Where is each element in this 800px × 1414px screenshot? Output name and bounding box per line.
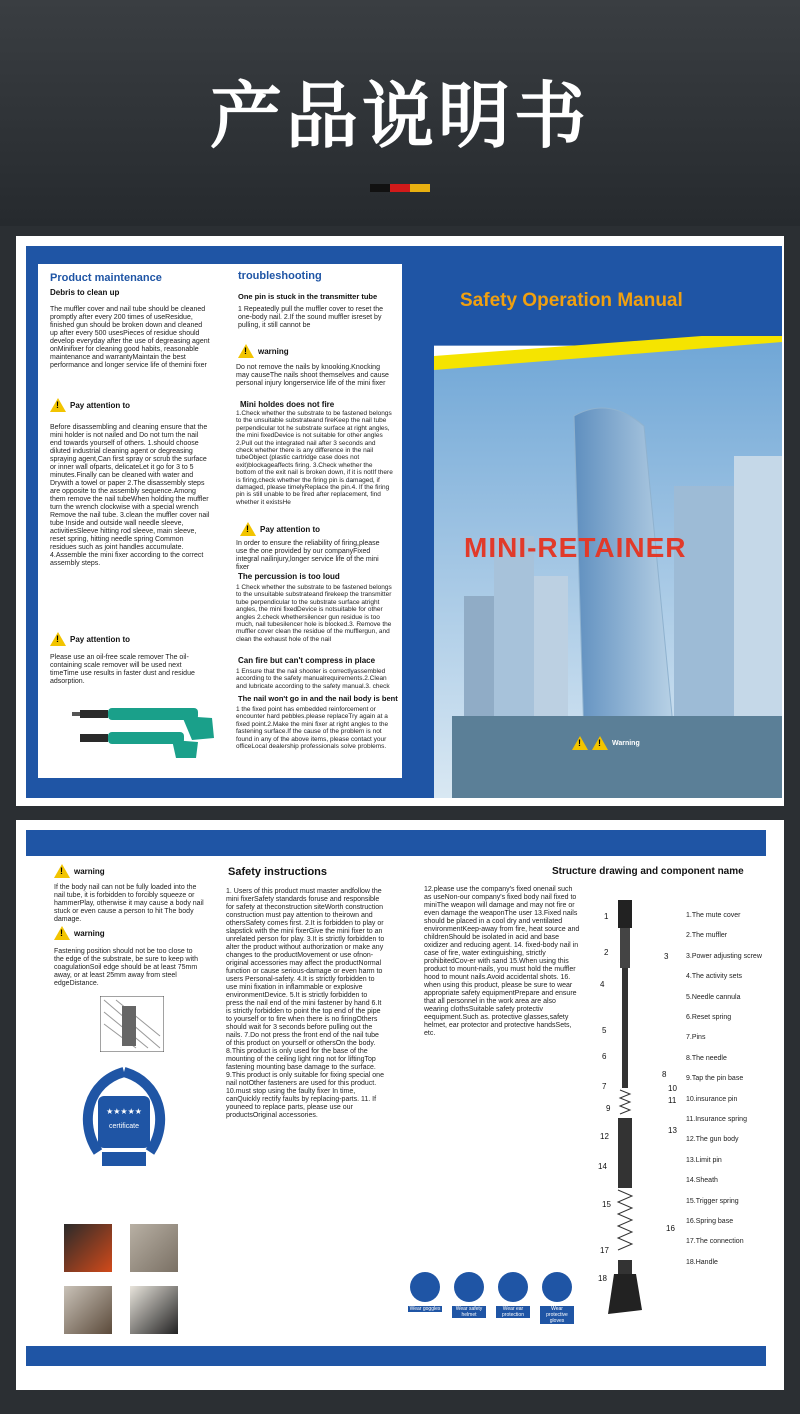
maintenance-attention-2: ! Pay attention to: [50, 632, 130, 646]
cover-city-image: [434, 336, 782, 798]
manual-cover: [434, 246, 782, 798]
structure-title: Structure drawing and component name: [552, 866, 744, 877]
warning-icon: [50, 632, 66, 646]
ts-w1: Do not remove the nails by knooking.Knocking may causeThe nails shoot themselves and cause personal injury longerservice life of the mini fixer: [236, 364, 389, 387]
maintenance-subtitle: Debris to clean up: [50, 288, 120, 297]
safety-col1: 1. Users of this product must master andfollow the mini fixerSafety standards foruse and responsible for safety at theconstruction siteWorth construction construction must pay attention to theirown and othersSafety comes first. 2.It is forbidden to play or slapstick with the mini fixerGive the mini fixer to an unrelated person for play. 3.It is strictly forbidden to alter the product without authorization or make any changes to the productMovement or use ofnon-original accessories may affect the productNormal function or cause serious-damage or even harm to users Personal-safety. 4.It is strictly forbidden to use mini fixation in inflammable or explosive environmentDevice. 5.It is strictly forbidden to press the nail end of the mini fastener by hand 6.It is strictly forbidden to point the top end of the pipe to yourself or to fire when there is no firingOthers should wait for 3 seconds before pulling out the nails. 7.Do not press the front end of the nail tube of this product on yourself or othersOn the body. 8.This product is only used for the base of the mounting of the ceiling light ring not for liftingTop fastening mounting base damage to the surface. 9.This product is only suitable for fixing special one nail notOther fasteners are used for this product. 10.must stop using the faulty fixer In time, canQuickly rectify faults by replacing-parts. 11. If youneed to replace parts, please use our productsOriginal accessories.: [226, 888, 385, 1119]
s2-warning-1: ! warning: [54, 864, 105, 878]
warning-icon: [50, 398, 66, 412]
callout-13: 13: [668, 1126, 677, 1135]
callout-3: 3: [664, 952, 669, 961]
part-label-18: 18.Handle: [686, 1258, 718, 1266]
part-label-2: 2.The muffler: [686, 932, 728, 940]
page-header: [0, 0, 800, 226]
s2-warning-2-text: Fastening position should not be too close to the edge of the substrate, be sure to keep with coagulationSoil edge should be at least 75mm away, or at least 25mm away from steel edgeDistance.: [54, 948, 198, 987]
part-label-13: 13.Limit pin: [686, 1156, 722, 1164]
nail-gun-structure-drawing: [584, 890, 667, 1320]
maintenance-intro: The muffler cover and nail tube should be cleaned promptly after every 200 times of useResidue, finished gun should be broken down and cleaned up after every 500 usesPieces of residue should develop everyday after the use of degreasing agent onMinifixer for cleaning good habits, reasonable maintenance and warrantyMaintain the best performance and longer service life of themini fixer: [50, 306, 210, 369]
callout-2: 2: [604, 948, 609, 957]
safety-title: Safety instructions: [228, 866, 328, 878]
cover-warning: ! ! Warning: [572, 736, 640, 750]
gloves-icon: [542, 1272, 572, 1302]
svg-text:★★★★★: ★★★★★: [106, 1107, 142, 1116]
safety-col2: 12.please use the company's fixed onenail such as useNon-our company's fixed body nail fixed to miniThe weapon will damage and may not fire or even damage the weaponThe user 13.Fixed nails should be placed in a cool dry and ventilated environmentKeep-away from fire, heat source and childrenShould be isolated in acid and base oxidizer and reducing agent. 14. fixed-body nail in case of fire, water extinguishing, strictly prohibitedCov-er with sand 15.When using this product to mount-nails, you must hold the muffler hood to mount nails.Avoid accidental shots. 16. when using this product, please be sure to wear appropriate safety equipmentPrepare and ensure that all personnel in the work area are also wearing clothsSuitable safety protectiv eequipment.Such as. protective glasses,safety helmet, ear protector and protective handsSets, etc.: [424, 886, 580, 1037]
part-label-5: 5.Needle cannula: [686, 993, 741, 1001]
part-label-1: 1.The mute cover: [686, 912, 741, 919]
callout-14: 14: [598, 1162, 607, 1171]
product-photo-2: [130, 1224, 178, 1272]
part-label-17: 17.The connection: [686, 1238, 744, 1246]
part-label-4: 4.The activity sets: [686, 973, 743, 981]
warning-icon: [54, 864, 70, 878]
product-photo-1: [64, 1224, 112, 1272]
ts-a1: 1 Repeatedly pull the muffler cover to reset the one-body nail. 2.If the sound muffler isreset by pulling, it still cannot be: [238, 306, 384, 329]
callout-12: 12: [600, 1132, 609, 1141]
edge-distance-diagram: [100, 996, 164, 1052]
warning-icon: [572, 736, 588, 750]
part-label-3: 3.Power adjusting screw: [686, 952, 762, 960]
goggles-icon: [410, 1272, 440, 1302]
flag-stripe-black: [370, 184, 390, 192]
troubleshooting-title: troubleshooting: [238, 270, 322, 282]
manual-sheet-back: [16, 820, 784, 1390]
page-title: 产品说明书: [209, 74, 590, 158]
ts-q5: The nail won't go in and the nail body is bent: [238, 694, 398, 703]
product-photo-3: [64, 1286, 112, 1334]
maintenance-title: Product maintenance: [50, 272, 162, 284]
ppe-goggles: Wear goggles: [408, 1272, 442, 1324]
sheet2-top-band: [26, 830, 766, 856]
sheet2-bottom-band: [26, 1346, 766, 1366]
part-label-12: 12.The gun body: [686, 1136, 739, 1144]
ear-protection-icon: [498, 1272, 528, 1302]
part-label-16: 16.Spring base: [686, 1218, 734, 1225]
ppe-helmet: Wear safety helmet: [452, 1272, 486, 1324]
cover-product-name: MINI-RETAINER: [464, 532, 687, 563]
helmet-icon: [454, 1272, 484, 1302]
callout-8: 8: [662, 1070, 667, 1079]
nail-gun-illustration: [72, 698, 222, 760]
warning-icon: [240, 522, 256, 536]
part-label-6: 6.Reset spring: [686, 1014, 732, 1021]
s2-warning-1-text: If the body nail can not be fully loaded into the nail tube, it is forbidden to forcibly squeeze or hammerPlay, otherwise it may cause a body nail stuck or even cause a person to hit The body damage.: [54, 884, 204, 923]
warning-icon: [54, 926, 70, 940]
flag-stripe-gold: [410, 184, 430, 192]
callout-11: 11: [668, 1096, 677, 1105]
ppe-gloves: Wear protective gloves: [540, 1272, 574, 1324]
callout-5: 5: [602, 1026, 607, 1035]
callout-1: 1: [604, 912, 609, 921]
ts-a4: 1 Check whether the substrate to be fastened belongs to the unsuitable substrateand firekeep the transmitter tube perpendicular to the substrate surface atright angles, the mini fixedDevice is notsuitable for other angles 2.check whethersilencer gun residue is too much, nail tubesilencer hole is blocked.3. Remove the muffler cover clean the residue of the mufflergun, and clean the exhaust hole of the nail: [236, 584, 392, 643]
callout-18: 18: [598, 1274, 607, 1283]
certificate-label: certificate: [109, 1123, 139, 1130]
callout-7: 7: [602, 1082, 607, 1091]
flag-stripe-red: [390, 184, 410, 192]
ts-a5: 1 Ensure that the nail shooter is correctlyassembled according to the safety manualrequirements.2.Clean and lubricate according to the safety manual.3. check: [236, 668, 390, 690]
ppe-icons: [408, 1272, 574, 1324]
callout-6: 6: [602, 1052, 607, 1061]
cover-title: Safety Operation Manual: [460, 290, 683, 311]
maintenance-attention-1: ! Pay attention to: [50, 398, 130, 412]
product-photo-4: [130, 1286, 178, 1334]
part-label-15: 15.Trigger spring: [686, 1197, 739, 1205]
ts-q1: One pin is stuck in the transmitter tube: [238, 292, 378, 301]
ts-a3: In order to ensure the reliability of firing,please use the one provided by our companyFixed integral nailinjury,longer service life of the mini fixer: [236, 540, 380, 571]
ppe-ear: Wear ear protection: [496, 1272, 530, 1324]
ts-q3: The percussion is too loud: [238, 572, 340, 581]
ts-a6: 1 the fixed point has embedded reinforcement or encounter hard pebbles.please replaceTry again at a fixed point.2.Make the mini fixer at right angles to the fastening surface.If the cause of the problem is not found in any of the above items, please contact your officeLocal dealership professionals solve problems.: [236, 706, 389, 751]
ts-q4: Can fire but can't compress in place: [238, 656, 376, 665]
part-label-9: 9.Tap the pin base: [686, 1075, 744, 1083]
ts-attention: ! Pay attention to: [240, 522, 320, 536]
callout-15: 15: [602, 1200, 611, 1209]
certificate-badge: [68, 1062, 180, 1178]
maintenance-steps: Before disassembling and cleaning ensure that the mini holder is not nailed and Do not turn the nail end towards yourself of others. 1.should choose diluted industrial cleaning agent or degreasing spraying agent,Can first spray or scrub the surface or inner wall ofparts, delicateLet it go for 3 to 5 minutes.Finally can be cleaned with water and Drywith a towel or paper 2.The disassembly steps are opposite to the assembly sequence.Among them remove the nail tubeWhen holding the muffler turn the wrench clockwise with a special wrench Remove the nail tube. 3.clean the muffler cover nail tube Inside and outside wall needle sleeve, activitiesSleeve hitting rod sleeve, main sleeve, reset spring, hitting needle spring Common residues such as joint handles accumulate. 4.Assemble the mini fixer according to the correct assembly steps.: [50, 424, 210, 567]
part-label-10: 10.insurance pin: [686, 1095, 738, 1103]
part-label-14: 14.Sheath: [686, 1177, 718, 1185]
ts-q2: Mini holdes does not fire: [240, 400, 335, 409]
callout-4: 4: [600, 980, 605, 989]
maintenance-oil-note: Please use an oil-free scale remover The oil-containing scale remover will be used next timeTime use results in faster dust and residue adsorption.: [50, 654, 195, 685]
part-label-7: 7.Pins: [686, 1034, 706, 1042]
callout-9: 9: [606, 1104, 611, 1113]
part-label-11: 11.Insurance spring: [686, 1116, 747, 1123]
callout-16: 16: [666, 1224, 675, 1233]
ts-warning: ! warning: [238, 344, 289, 358]
s2-warning-2: ! warning: [54, 926, 105, 940]
warning-icon: [592, 736, 608, 750]
warning-icon: [238, 344, 254, 358]
part-label-8: 8.The needle: [686, 1054, 727, 1062]
ts-a2: 1.Check whether the substrate to be fastened belongs to the unsuitable substrateand fireKeep the nail tube perpendicular tot he substrate surface at right angles, the mini fixedDevice is not suitable for other angles 2.Pull out the integrated nail after 3 seconds and check whether there is any difference in the nail tubeObject (plastic cartridge case does not exit)blockageaffects firing. 3.Check whether the bottom of the exit nail is broken down, if it is notIf there is firing,check whether the firing pin is damaged, if damaged, please timelyReplace the pin.4. If the firing pin is still unable to be fired after replacement, find whether it existsHe: [236, 410, 393, 506]
callout-10: 10: [668, 1084, 677, 1093]
manual-sheet-front: [16, 236, 784, 806]
callout-17: 17: [600, 1246, 609, 1255]
